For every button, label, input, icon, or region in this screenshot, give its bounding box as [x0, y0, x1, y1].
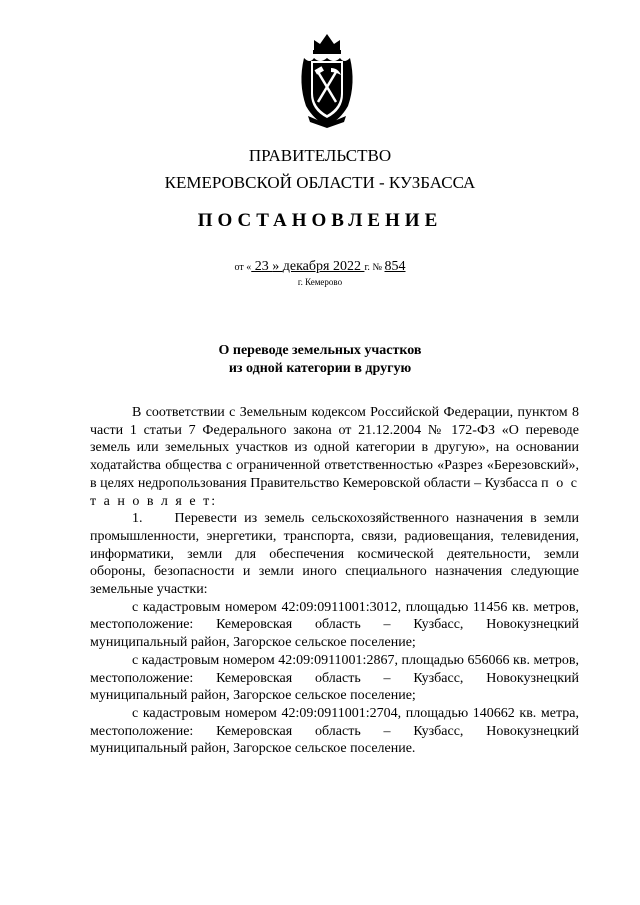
title-line1: О переводе земельных участков [218, 343, 422, 358]
city: г. Кемерово [297, 277, 343, 287]
date-month-year: декабря 2022 [282, 259, 365, 274]
government-name-line1: ПРАВИТЕЛЬСТВО [248, 146, 392, 165]
preamble-text: В соответствии с Земельным кодексом Российской Федерации, пунктом 8 части 1 статьи 7 Федерального закона от 21.12.2004 № 172-ФЗ «О переводе земель или земельных участков из одной категории в другую», на основании ходатайства общества с ограниченной ответственностью «Разрез «Березовский», в целях недропользования Правительство Кемеровской области – Кузбасса [90, 405, 579, 491]
number-label: № [369, 262, 385, 273]
document-title [0, 342, 640, 378]
date-year-suffix: г. [364, 262, 370, 273]
title-line2: из одной категории в другую [228, 361, 412, 376]
item-1-text: Перевести из земель сельскохозяйственного назначения в земли промышленности, энергетики, транспорта, связи, радиовещания, телевидения, информатики, земли для обеспечения космической деятельности, земли обороны, безопасности и земли иного специального назначения следующие земельные участки: [90, 511, 579, 598]
item-1-paragraph [90, 510, 579, 599]
date-number-line [0, 260, 640, 275]
date-prefix: от « [234, 262, 252, 273]
plot-1-paragraph: с кадастровым номером 42:09:0911001:3012, площадью 11456 кв. метров, местоположение: Кемеровская область – Кузбасс, Новокузнецкий муниципальный район, Загорское сельское поселение; [90, 599, 579, 651]
government-name-line2: КЕМЕРОВСКОЙ ОБЛАСТИ - КУЗБАССА [164, 173, 476, 192]
date-close-quote: » [272, 259, 283, 274]
plot-3-paragraph: с кадастровым номером 42:09:0911001:2704, площадью 140662 кв. метра, местоположение: Кемеровская область – Кузбасс, Новокузнецкий муниципальный район, Загорское сельское поселение. [90, 705, 579, 757]
date-day: 23 [251, 259, 273, 274]
document-number: 854 [384, 259, 406, 274]
coat-of-arms-icon [296, 28, 358, 128]
plot-2-paragraph: с кадастровым номером 42:09:0911001:2867, площадью 656066 кв. метров, местоположение: Кемеровская область – Кузбасс, Новокузнецкий муниципальный район, Загорское сельское поселение; [90, 652, 579, 704]
item-1-number: 1. [132, 511, 143, 527]
document-type: ПОСТАНОВЛЕНИЕ [197, 210, 443, 231]
decree-verb: п о с т а н о в л я е т: [90, 475, 579, 509]
preamble-paragraph [90, 404, 579, 510]
document-body [90, 404, 579, 758]
